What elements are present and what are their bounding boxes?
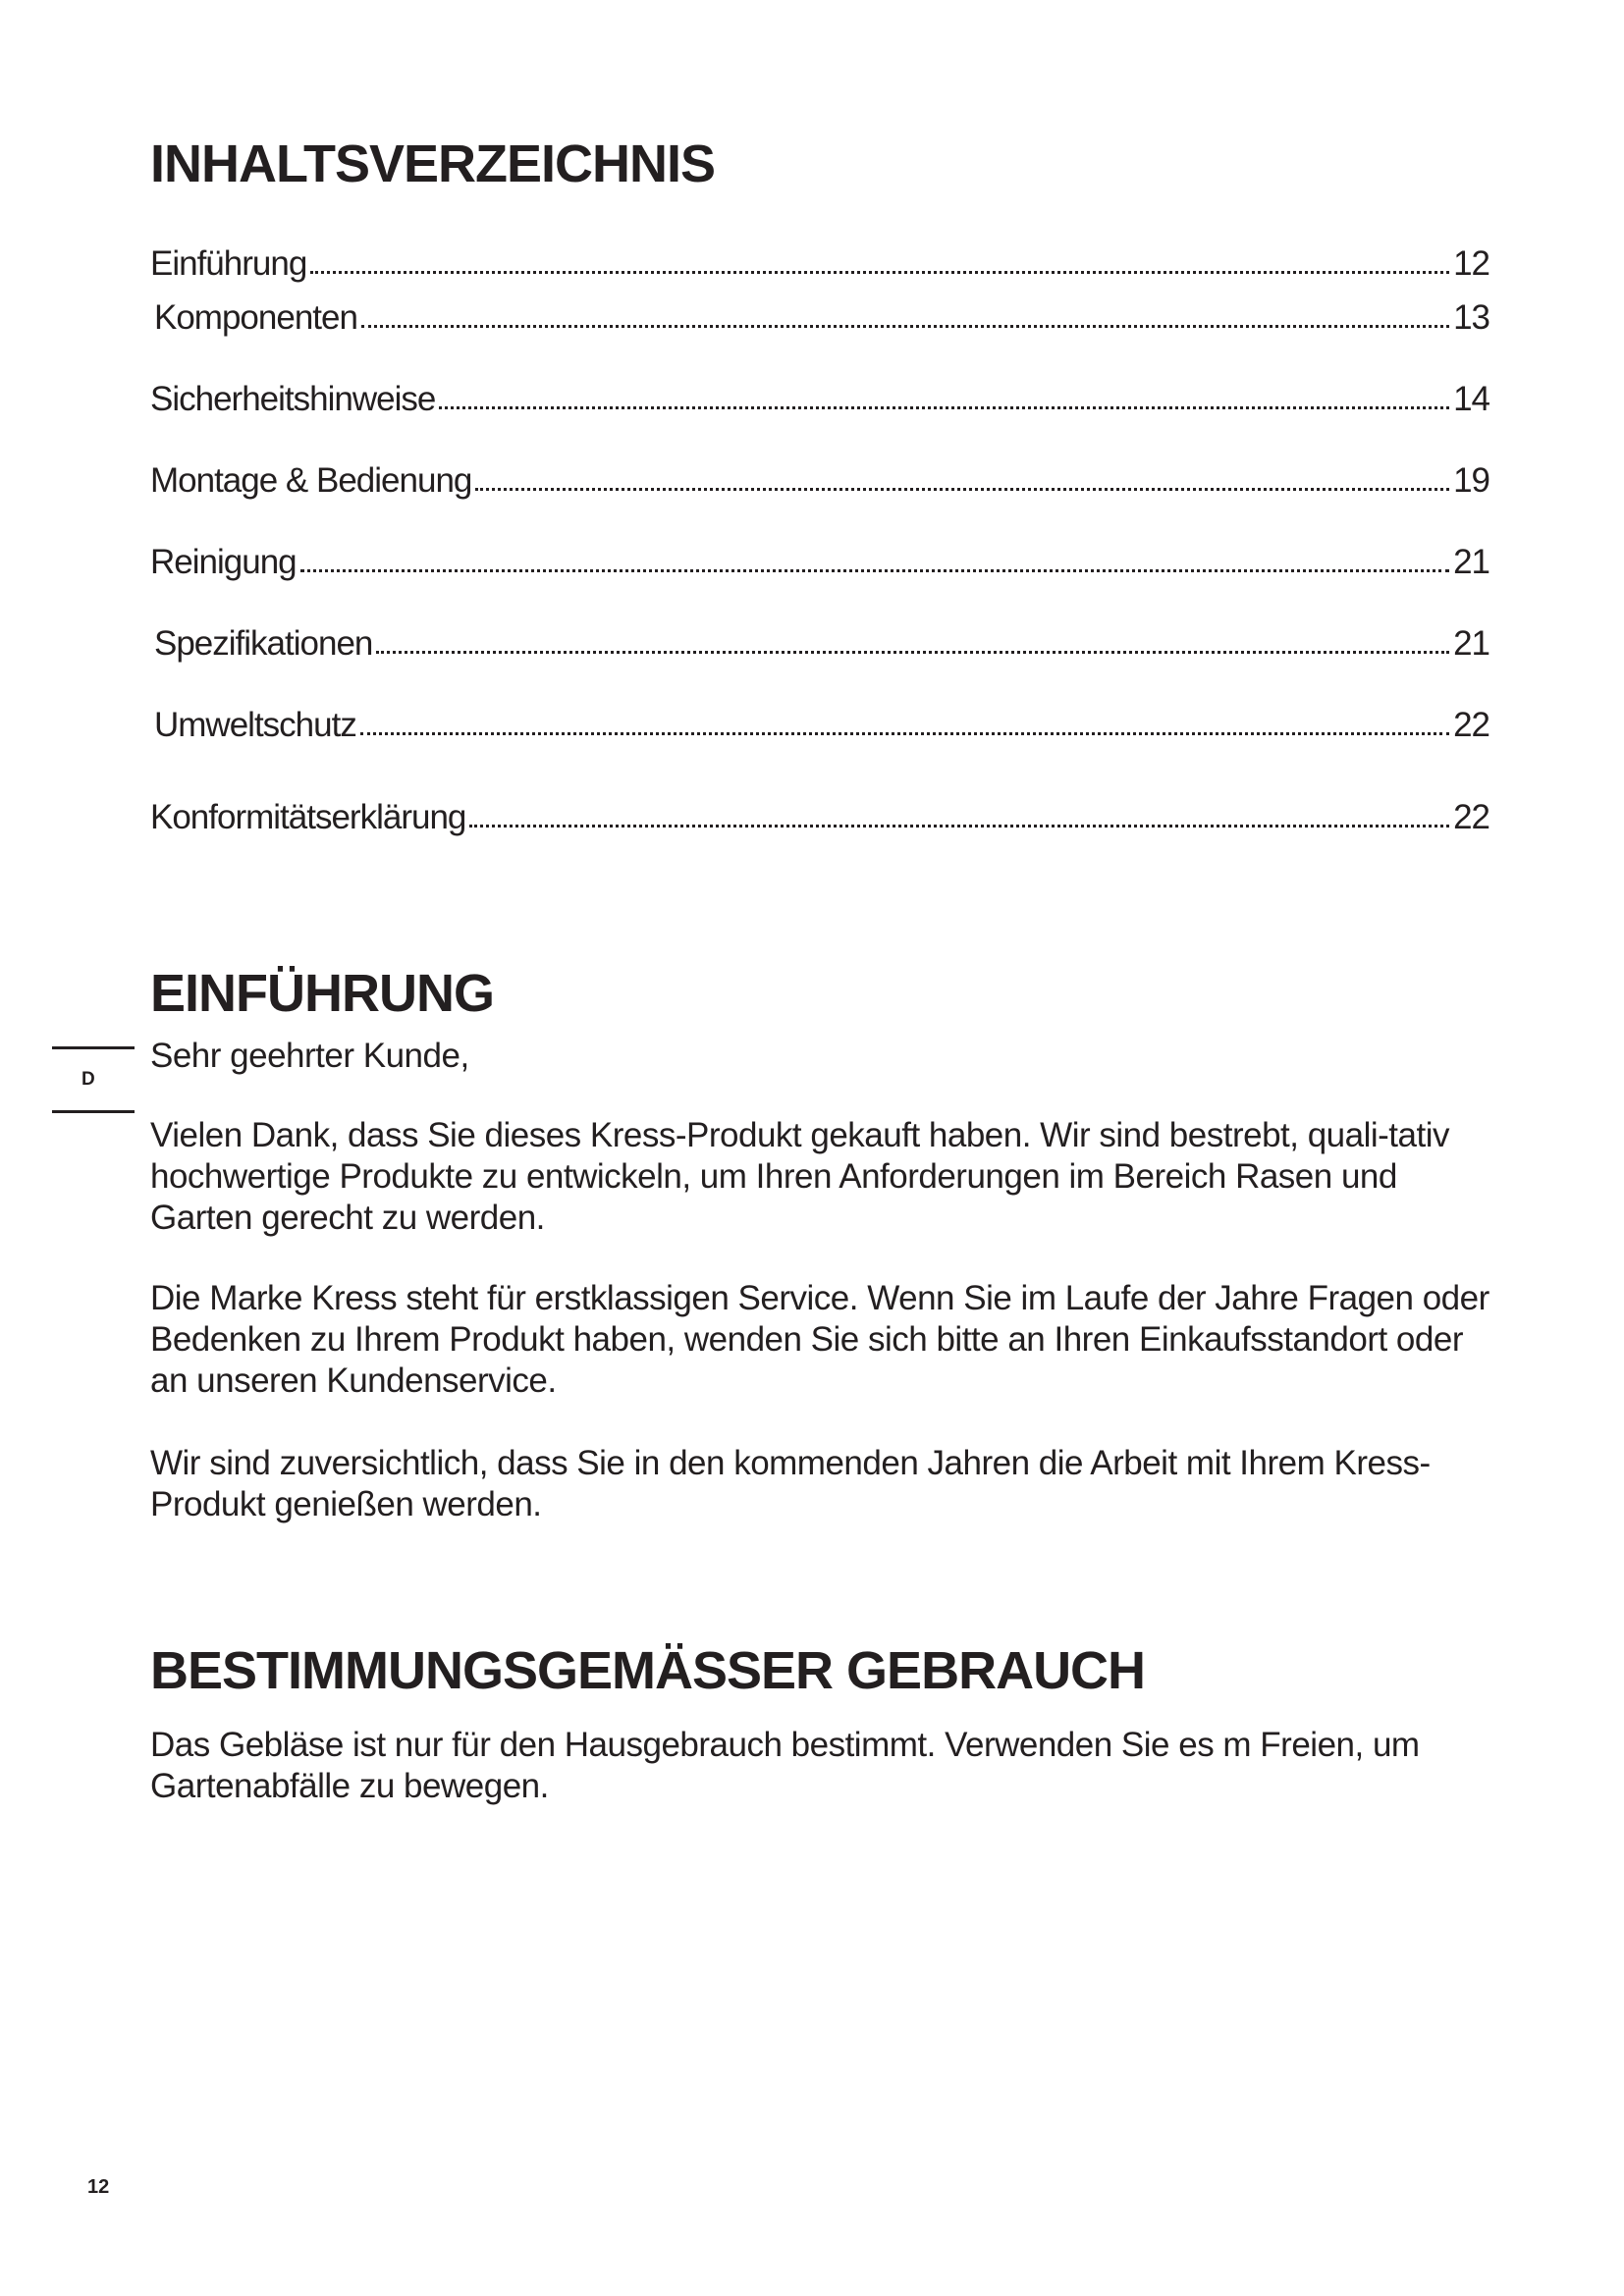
section-title-intended-use: BESTIMMUNGSGEMÄSSER GEBRAUCH xyxy=(150,1641,1146,1700)
intro-paragraph: Wir sind zuversichtlich, dass Sie in den kommenden Jahren die Arbeit mit Ihrem Kress-Produkt genießen werden. xyxy=(150,1444,1431,1523)
toc-entry-einfuehrung[interactable] xyxy=(150,238,1489,281)
toc-entry-page: 21 xyxy=(1453,624,1489,663)
salutation: Sehr geehrter Kunde, xyxy=(150,1037,469,1075)
toc-entry-label: Sicherheitshinweise xyxy=(150,380,436,418)
toc-dot-leader xyxy=(439,406,1449,409)
intro-paragraph: Vielen Dank, dass Sie dieses Kress-Produkt gekauft haben. Wir sind bestrebt, quali-tativ hochwertige Produkte zu entwickeln, um Ihren Anforderungen im Bereich Rasen und Garten gerecht zu werden. xyxy=(150,1116,1449,1237)
toc-entry-label: Spezifikationen xyxy=(154,624,373,663)
toc-dot-leader xyxy=(361,325,1449,328)
toc-entry-label: Montage & Bedienung xyxy=(150,461,472,500)
toc-entry-konformitaetserklaerung[interactable] xyxy=(150,791,1489,834)
intended-use-paragraph: Das Gebläse ist nur für den Hausgebrauch bestimmt. Verwenden Sie es m Freien, um Gartenabfälle zu bewegen. xyxy=(150,1726,1420,1805)
toc-dot-leader xyxy=(360,732,1449,735)
toc-entry-page: 22 xyxy=(1453,798,1489,836)
toc-entry-label: Komponenten xyxy=(154,298,357,337)
toc-dot-leader xyxy=(310,271,1449,274)
toc-entry-page: 14 xyxy=(1453,380,1489,418)
language-tab-label: D xyxy=(81,1069,95,1090)
section-title-einfuehrung: EINFÜHRUNG xyxy=(150,964,494,1023)
toc-entry-page: 21 xyxy=(1453,543,1489,581)
page-number: 12 xyxy=(87,2176,110,2198)
toc-entry-label: Einführung xyxy=(150,244,307,283)
toc-dot-leader xyxy=(376,651,1449,654)
toc-entry-umweltschutz[interactable] xyxy=(150,699,1489,742)
toc-dot-leader xyxy=(469,825,1449,828)
toc-entry-page: 22 xyxy=(1453,706,1489,744)
toc-entry-sicherheitshinweise[interactable] xyxy=(150,373,1489,416)
toc-entry-label: Umweltschutz xyxy=(154,706,356,744)
toc-entry-label: Konformitätserklärung xyxy=(150,798,466,836)
toc-title: INHALTSVERZEICHNIS xyxy=(150,134,716,193)
toc-entry-page: 19 xyxy=(1453,461,1489,500)
language-tab xyxy=(52,1046,135,1113)
toc-entry-page: 12 xyxy=(1453,244,1489,283)
intro-paragraph: Die Marke Kress steht für erstklassigen Service. Wenn Sie im Laufe der Jahre Fragen oder Bedenken zu Ihrem Produkt haben, wenden Sie sich bitte an Ihren Einkaufsstandort oder an unseren Kundenservice. xyxy=(150,1279,1489,1400)
toc-entry-label: Reinigung xyxy=(150,543,297,581)
toc-entry-page: 13 xyxy=(1453,298,1489,337)
toc-entry-spezifikationen[interactable] xyxy=(150,617,1489,661)
toc-entry-montage-bedienung[interactable] xyxy=(150,454,1489,498)
toc-dot-leader xyxy=(300,569,1449,572)
toc-entry-reinigung[interactable] xyxy=(150,536,1489,579)
toc-dot-leader xyxy=(475,488,1449,491)
toc-entry-komponenten[interactable] xyxy=(150,292,1489,335)
